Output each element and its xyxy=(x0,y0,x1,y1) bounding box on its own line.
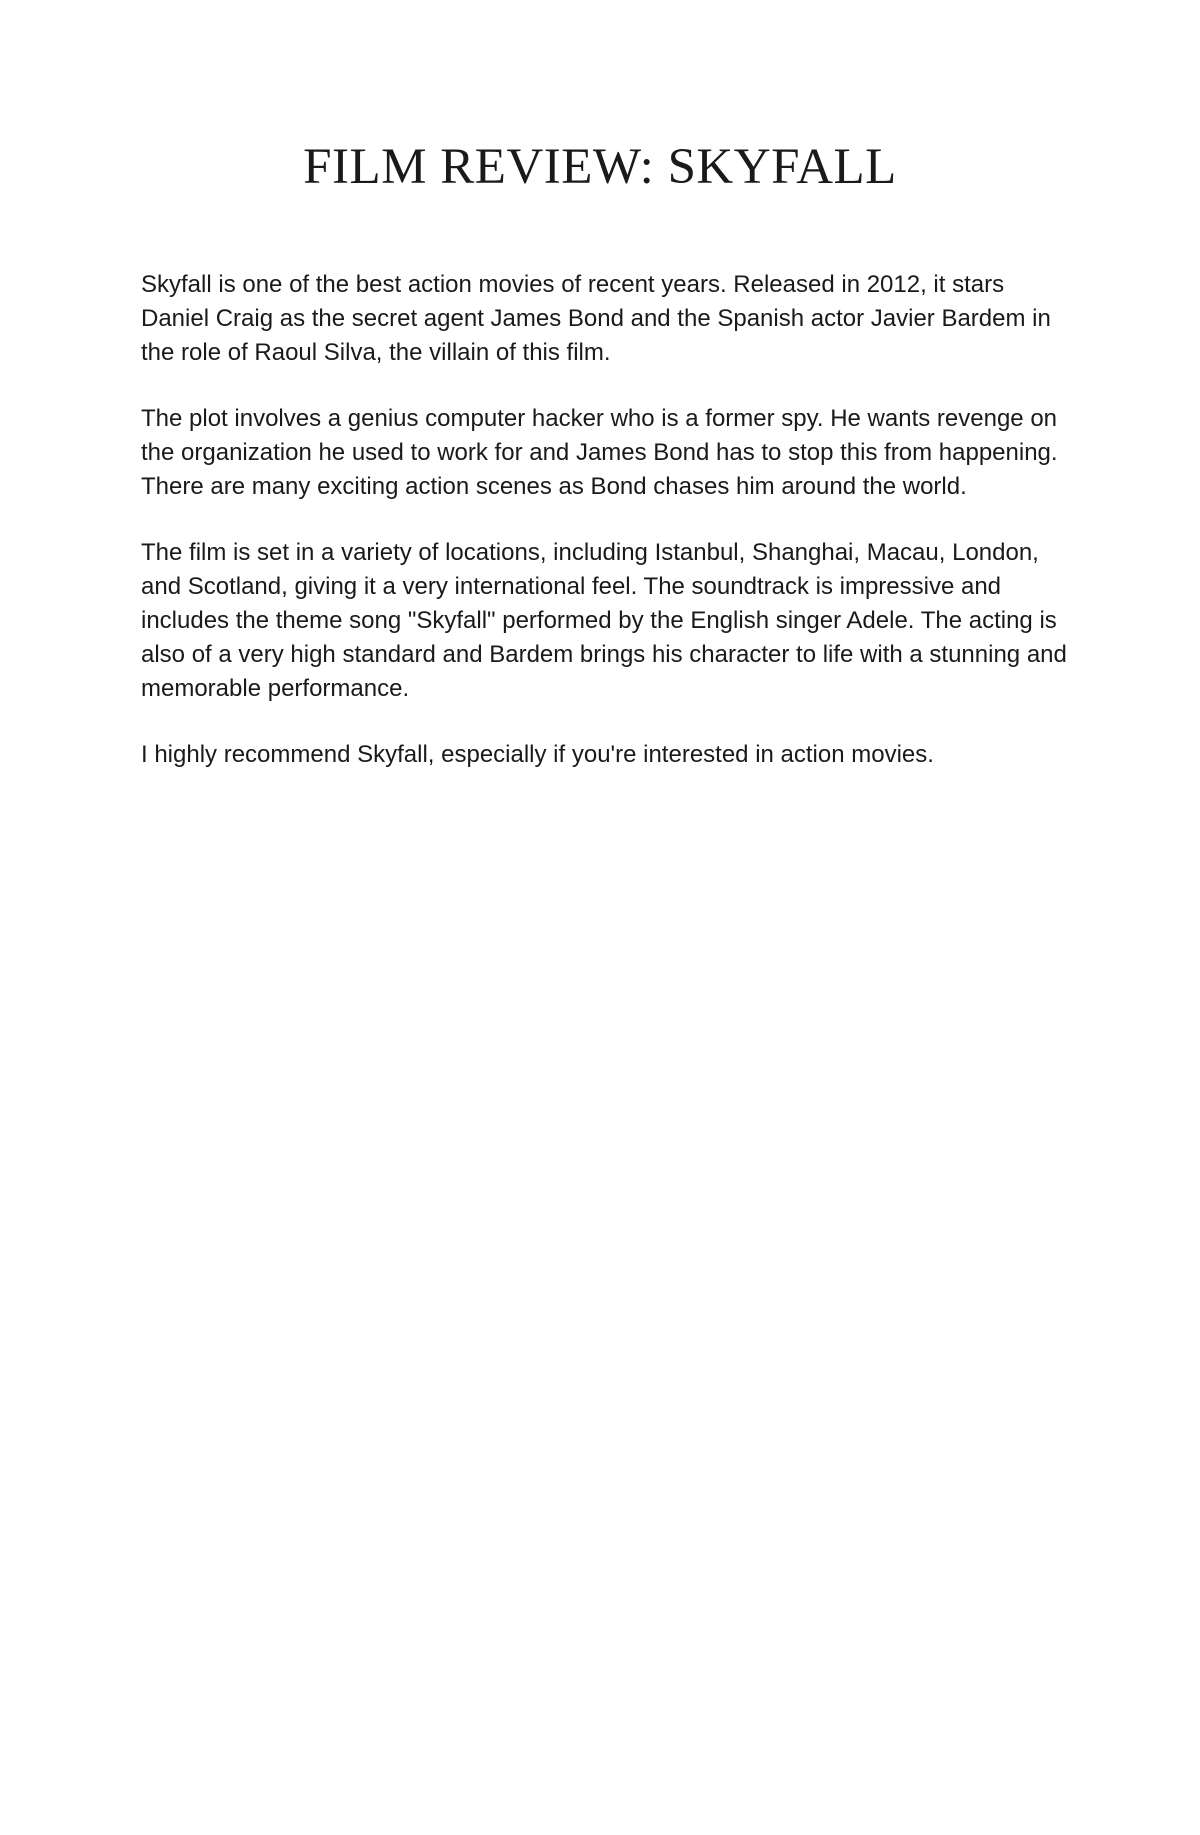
paragraph-intro: Skyfall is one of the best action movies of recent years. Released in 2012, it stars Daniel Craig as the secret agent James Bond and the Spanish actor Javier Bardem in the role of Raoul Silva, the villain of this film. xyxy=(141,271,1051,366)
paragraph-recommendation: I highly recommend Skyfall, especially if you're interested in action movies. xyxy=(141,741,934,768)
review-body xyxy=(141,268,1071,804)
paragraph-plot: The plot involves a genius computer hacker who is a former spy. He wants revenge on the organization he used to work for and James Bond has to stop this from happening. There are many exciting action scenes as Bond chases him around the world. xyxy=(141,405,1058,500)
paragraph-locations: The film is set in a variety of locations, including Istanbul, Shanghai, Macau, London, and Scotland, giving it a very international feel. The soundtrack is impressive and includes the theme song "Skyfall" performed by the English singer Adele. The acting is also of a very high standard and Bardem brings his character to life with a stunning and memorable performance. xyxy=(141,539,1067,702)
document-title: FILM REVIEW: SKYFALL xyxy=(303,139,897,195)
